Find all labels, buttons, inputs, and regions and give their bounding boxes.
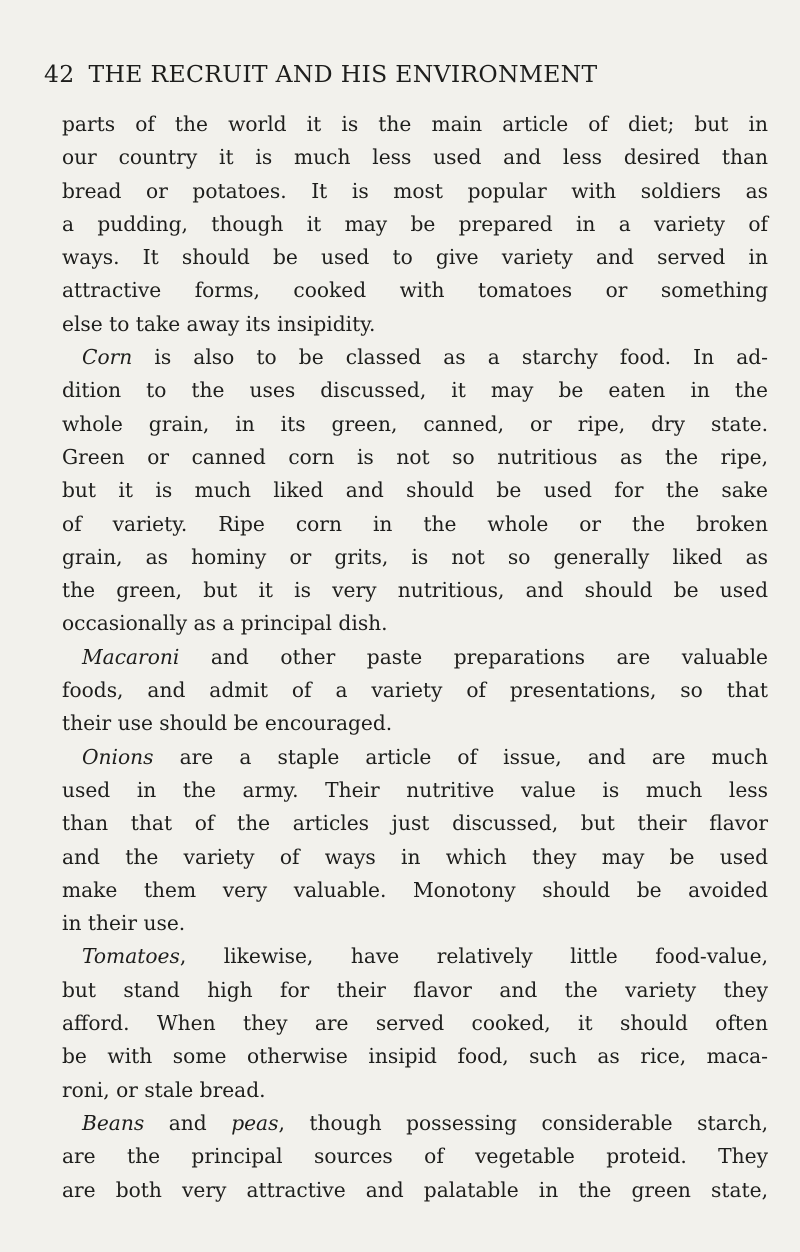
text-line: be with some otherwise insipid food, such as rice, maca- [62, 1044, 768, 1069]
text-line: parts of the world it is the main article of diet; but in [62, 112, 768, 136]
term-tomatoes: Tomatoes [82, 944, 180, 969]
paragraph-beans-first-line: Beans and peas, though possessing considerable starch, [82, 1110, 769, 1135]
running-title: THE RECRUIT AND HIS ENVIRONMENT [88, 60, 598, 88]
text-line: make them very valuable. Monotony should be avoided [62, 877, 768, 902]
text-line: are both very attractive and palatable in the green state, [62, 1177, 768, 1202]
text-line: foods, and admit of a variety of presentations, so that [62, 678, 768, 703]
paragraph-corn-first-line: Corn is also to be classed as a starchy food. In ad- [82, 345, 768, 370]
paragraph-macaroni-first-line: Macaroni and other paste preparations are valuable [82, 644, 768, 669]
text-line: in their use. [62, 911, 186, 936]
text-line: a pudding, though it may be prepared in a variety of [62, 211, 768, 236]
text-line: dition to the uses discussed, it may be eaten in the [62, 378, 768, 403]
text-line: afford. When they are served cooked, it should often [62, 1011, 768, 1036]
page-number: 42 [44, 60, 75, 88]
text-line: else to take away its insipidity. [62, 311, 376, 336]
text-line: used in the army. Their nutritive value is much less [62, 777, 768, 802]
paragraph-tomatoes-first-line: Tomatoes, likewise, have relatively little food-value, [82, 944, 768, 969]
text-line: Green or canned corn is not so nutritious as the ripe, [62, 444, 768, 469]
paragraph-onions-first-line: Onions are a staple article of issue, and are much [82, 744, 768, 769]
text-line: but stand high for their flavor and the variety they [62, 977, 768, 1002]
text-line: than that of the articles just discussed, but their flavor [62, 811, 768, 836]
text-line: of variety. Ripe corn in the whole or the broken [62, 511, 768, 536]
term-corn: Corn [82, 345, 133, 370]
text-line: their use should be encouraged. [62, 711, 393, 736]
text-line: ways. It should be used to give variety and served in [62, 245, 768, 270]
text-line: are the principal sources of vegetable proteid. They [62, 1144, 768, 1169]
text-line: our country it is much less used and less desired than [62, 145, 768, 170]
text-line: attractive forms, cooked with tomatoes or something [62, 278, 768, 303]
term-beans: Beans [82, 1110, 145, 1135]
text-line: occasionally as a principal dish. [62, 611, 388, 636]
running-header [44, 60, 764, 96]
body-text [62, 108, 768, 1207]
term-onions: Onions [82, 744, 154, 769]
text-line: and the variety of ways in which they may be used [62, 844, 768, 869]
text-line: whole grain, in its green, canned, or ripe, dry state. [62, 411, 768, 436]
term-macaroni: Macaroni [82, 644, 180, 669]
text-line: the green, but it is very nutritious, and should be used [62, 578, 768, 603]
text-line: roni, or stale bread. [62, 1077, 266, 1102]
text-line: bread or potatoes. It is most popular with soldiers as [62, 178, 768, 203]
term-peas: peas [231, 1110, 279, 1135]
text-line: grain, as hominy or grits, is not so generally liked as [62, 544, 768, 569]
text-line: but it is much liked and should be used for the sake [62, 478, 768, 503]
